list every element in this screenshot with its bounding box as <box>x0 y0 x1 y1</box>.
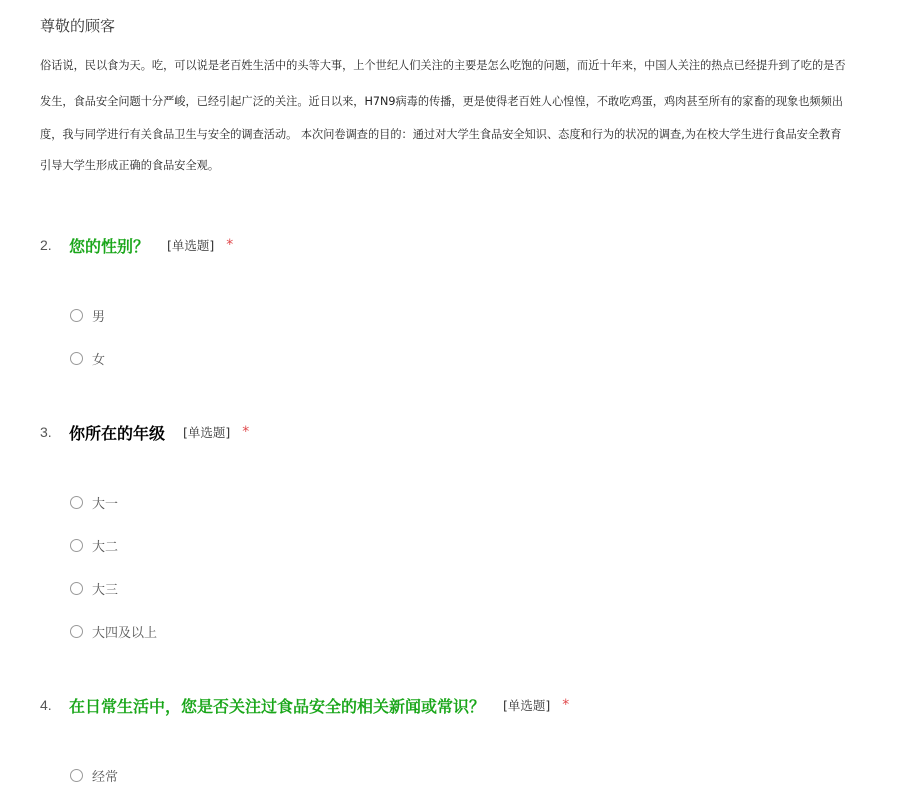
question-number: 3. <box>40 424 52 440</box>
intro-text-line: 发生，食品安全问题十分严峻，已经引起广泛的关注。近日以来，H7N9病毒的传播，更是使得老百姓人心惶惶，不敢吃鸡蛋，鸡肉甚至所有的家畜的现象也频频出 <box>40 95 843 108</box>
option-label: 大一 <box>92 496 119 512</box>
option-label: 大四及以上 <box>92 625 158 641</box>
radio-button[interactable] <box>70 539 83 552</box>
option-often[interactable] <box>70 765 118 785</box>
question-grade <box>40 419 249 445</box>
intro-text-line: 俗话说，民以食为天。吃，可以说是老百姓生活中的头等大事，上个世纪人们关注的主要是怎么吃饱的问题，而近十年来，中国人关注的热点已经提升到了吃的是否 <box>40 59 846 72</box>
question-type-label: [单选题] <box>183 425 231 440</box>
radio-button[interactable] <box>70 352 83 365</box>
option-male[interactable] <box>70 305 105 325</box>
required-marker: * <box>226 237 234 253</box>
option-label: 男 <box>92 309 106 325</box>
question-food-safety-attention <box>40 692 569 718</box>
intro-text-line: 度，我与同学进行有关食品卫生与安全的调查活动。 本次问卷调查的目的：通过对大学生食品安全知识、态度和行为的状况的调查,为在校大学生进行食品安全教育 <box>40 128 842 141</box>
radio-button[interactable] <box>70 496 83 509</box>
option-label: 大二 <box>92 539 119 555</box>
radio-button[interactable] <box>70 769 83 782</box>
question-number: 4. <box>40 697 52 713</box>
option-senior-plus[interactable] <box>70 621 157 641</box>
option-label: 经常 <box>92 769 119 785</box>
option-label: 大三 <box>92 582 119 598</box>
question-title: 您的性别？ <box>69 236 150 256</box>
radio-button[interactable] <box>70 582 83 595</box>
question-type-label: [单选题] <box>167 238 215 253</box>
option-junior[interactable] <box>70 578 118 598</box>
greeting-heading: 尊敬的顾客 <box>40 17 116 35</box>
required-marker: * <box>242 424 250 440</box>
radio-button[interactable] <box>70 625 83 638</box>
option-sophomore[interactable] <box>70 535 118 555</box>
intro-text-line: 引导大学生形成正确的食品安全观。 <box>40 159 220 172</box>
question-title: 在日常生活中，您是否关注过食品安全的相关新闻或常识？ <box>69 696 486 716</box>
required-marker: * <box>562 697 570 713</box>
question-type-label: [单选题] <box>503 698 551 713</box>
question-number: 2. <box>40 237 52 253</box>
radio-button[interactable] <box>70 309 83 322</box>
question-gender <box>40 232 233 258</box>
option-freshman[interactable] <box>70 492 118 512</box>
question-title: 你所在的年级 <box>69 423 166 443</box>
option-female[interactable] <box>70 348 105 368</box>
option-label: 女 <box>92 352 106 368</box>
